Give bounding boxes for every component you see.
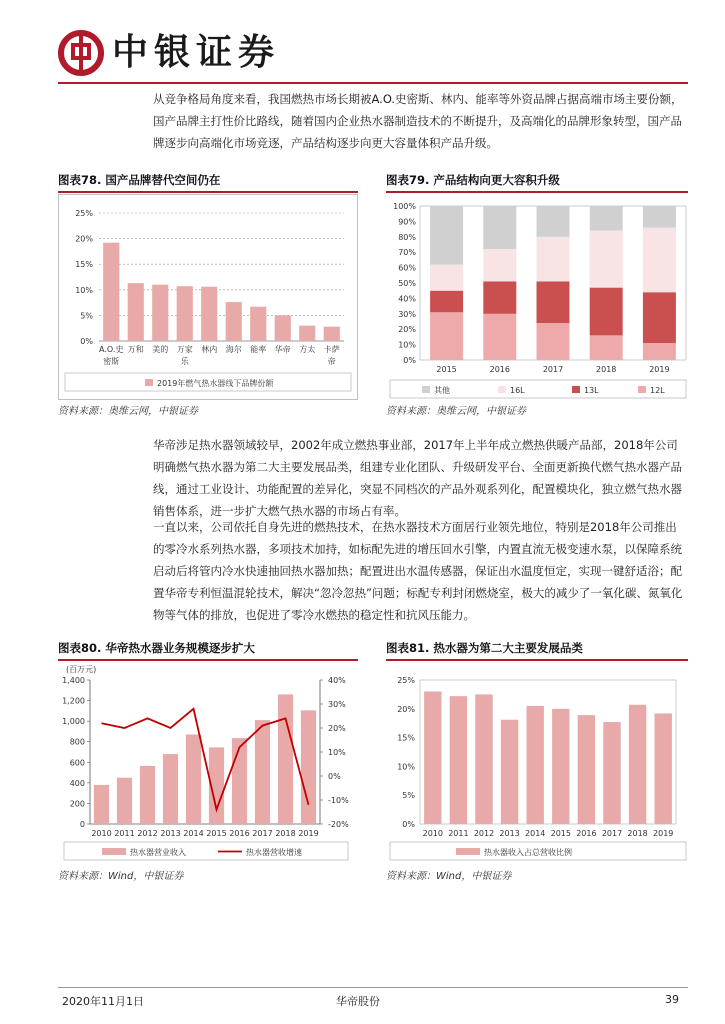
legend-label: 16L <box>510 386 525 395</box>
fig81-chart <box>386 662 688 866</box>
revenue-bar <box>232 738 247 824</box>
bar <box>275 315 291 341</box>
stacked-bar-segment <box>590 288 623 336</box>
y-right-tick-label: 0% <box>328 772 341 781</box>
x-tick-label: 2016 <box>229 829 250 838</box>
footer-company: 华帝股份 <box>336 995 380 1008</box>
fig78-source: 资料来源：奥维云网，中银证券 <box>58 406 198 417</box>
stacked-bar-segment <box>537 206 570 237</box>
x-tick-label: 2018 <box>627 829 648 838</box>
fig78-frame <box>58 194 358 400</box>
y-tick-label: 10% <box>398 340 416 350</box>
y-left-tick-label: 400 <box>69 778 85 788</box>
y-right-tick-label: 20% <box>328 724 346 733</box>
fig81-rule <box>386 659 688 661</box>
x-tick-label: 2014 <box>525 829 546 838</box>
y-tick-label: 90% <box>398 217 416 227</box>
x-tick-label: 2015 <box>206 829 227 838</box>
fig80-title: 图表80. 华帝热水器业务规模逐步扩大 <box>58 641 255 655</box>
y-tick-label: 25% <box>397 676 415 685</box>
legend-swatch-bar <box>102 848 126 855</box>
fig79-rule <box>386 191 688 193</box>
legend-label: 其他 <box>434 386 450 395</box>
bar <box>152 285 168 341</box>
stacked-bar-segment <box>643 292 676 343</box>
revenue-bar <box>301 710 316 824</box>
x-tick-label: 2013 <box>160 829 181 838</box>
y-tick-label: 10% <box>397 762 415 772</box>
y-tick-label: 20% <box>397 704 415 714</box>
x-tick-label: 2019 <box>649 365 670 374</box>
revenue-bar <box>186 735 201 824</box>
x-tick-label: 华帝 <box>274 345 291 354</box>
bar <box>128 283 144 341</box>
bank-logo <box>58 30 104 76</box>
y-tick-label: 20% <box>75 234 93 244</box>
x-tick-label: 海尔 <box>225 345 242 354</box>
footer-rule <box>58 987 688 988</box>
y-tick-label: 25% <box>75 209 93 218</box>
x-tick-label: 美的 <box>152 345 169 354</box>
stacked-bar-segment <box>537 323 570 360</box>
y-left-tick-label: 600 <box>69 758 85 768</box>
legend-label: 热水器营收增速 <box>246 848 302 857</box>
stacked-bar-segment <box>483 206 516 249</box>
y-tick-label: 50% <box>398 279 416 288</box>
x-tick-label: 2011 <box>114 829 135 838</box>
x-tick-label: 2010 <box>422 829 443 838</box>
x-tick-label: 2019 <box>298 829 319 838</box>
x-tick-label: 2014 <box>183 829 204 838</box>
fig79-frame <box>386 194 688 400</box>
x-tick-label: 2015 <box>550 829 571 838</box>
y-right-tick-label: -10% <box>328 796 349 805</box>
x-tick-label: 方太 <box>299 345 316 354</box>
stacked-bar-segment <box>483 314 516 360</box>
x-tick-label: 2018 <box>596 365 617 374</box>
y-tick-label: 5% <box>80 311 93 321</box>
paragraph-2: 华帝涉足热水器领域较早，2002年成立燃热事业部，2017年上半年成立燃热供暖产品部，2018年公司明确燃气热水器为第二大主要发展品类，组建专业化团队、升级研发平台、全面更新换代燃气热水器产品线，通过工业设计、功能配置的差异化，突显不同档次的产品外观系列化，配置模块化，独立燃气热水器销售体系，进一步扩大燃气热水器的市场占有率。 <box>153 438 682 518</box>
x-tick-label: 2016 <box>576 829 597 838</box>
stacked-bar-segment <box>483 281 516 313</box>
x-tick-label: A.O.史 <box>99 345 124 354</box>
fig78-title: 图表78. 国产品牌替代空间仍在 <box>58 173 221 187</box>
y-tick-label: 80% <box>398 232 416 242</box>
x-tick-label: 万和 <box>127 345 144 354</box>
fig78-rule <box>58 191 358 193</box>
x-tick-label: 2015 <box>436 365 457 374</box>
fig80-frame <box>58 662 358 866</box>
legend-label: 12L <box>650 386 665 395</box>
bar <box>324 327 340 341</box>
revenue-bar <box>140 766 155 824</box>
revenue-bar <box>117 778 132 824</box>
stacked-bar-segment <box>537 237 570 282</box>
stacked-bar-segment <box>590 335 623 360</box>
bar <box>629 705 646 824</box>
bar <box>552 709 569 824</box>
y-tick-label: 60% <box>398 263 416 273</box>
bar <box>201 287 217 341</box>
x-tick-label: 林内 <box>201 345 218 354</box>
revenue-bar <box>163 754 178 824</box>
stacked-bar-segment <box>483 249 516 281</box>
x-tick-label: 万家 <box>176 345 193 354</box>
stacked-bar-segment <box>643 343 676 360</box>
stacked-bar-segment <box>430 265 463 291</box>
legend-swatch <box>422 386 430 393</box>
bar <box>424 692 441 824</box>
fig81-frame <box>386 662 688 866</box>
x-tick-label: 2019 <box>653 829 674 838</box>
y-tick-label: 20% <box>398 325 416 335</box>
legend-swatch <box>456 848 480 855</box>
revenue-bar <box>278 694 293 824</box>
bar <box>250 307 266 341</box>
y-left-tick-label: 200 <box>69 799 85 809</box>
stacked-bar-segment <box>643 206 676 228</box>
stacked-bar-segment <box>643 228 676 293</box>
y-left-tick-label: 1,400 <box>62 676 85 685</box>
x-tick-label: 密斯 <box>103 357 120 366</box>
y-tick-label: 100% <box>393 202 416 211</box>
y-tick-label: 0% <box>402 820 415 829</box>
stacked-bar-segment <box>590 231 623 288</box>
x-tick-label: 2016 <box>489 365 510 374</box>
legend-label: 热水器收入占总营收比例 <box>484 848 572 857</box>
intro-paragraph: 从竞争格局角度来看，我国燃热市场长期被A.O.史密斯、林内、能率等外资品牌占据高端市场主要份额，国产品牌主打性价比路线，随着国内企业热水器制造技术的不断提升，及高端化的品牌形象转型，国产品牌逐步向高端化市场竞逐，产品结构逐步向更大容量体积产品升级。 <box>153 92 683 150</box>
y-right-tick-label: -20% <box>328 820 349 829</box>
x-tick-label: 帝 <box>327 357 336 366</box>
bar <box>526 706 543 824</box>
legend-swatch <box>638 386 646 393</box>
y-tick-label: 40% <box>398 294 416 304</box>
y-left-tick-label: 1,000 <box>62 717 85 727</box>
y-left-tick-label: 800 <box>69 737 85 747</box>
fig80-chart <box>58 662 358 866</box>
bar <box>299 326 315 341</box>
x-tick-label: 2011 <box>448 829 469 838</box>
bar <box>654 713 671 824</box>
bar <box>450 696 467 824</box>
bar <box>103 243 119 341</box>
x-tick-label: 2018 <box>275 829 296 838</box>
stacked-bar-segment <box>430 206 463 265</box>
x-tick-label: 乐 <box>180 357 189 366</box>
x-tick-label: 2017 <box>542 365 564 374</box>
fig80-source: 资料来源：Wind，中银证券 <box>58 871 184 882</box>
bar <box>578 715 595 824</box>
y-tick-label: 0% <box>80 337 93 346</box>
bar <box>226 302 242 341</box>
y-tick-label: 30% <box>398 309 416 319</box>
x-tick-label: 2012 <box>137 829 158 838</box>
x-tick-label: 2017 <box>252 829 273 838</box>
fig79-source: 资料来源：奥维云网，中银证券 <box>386 406 526 417</box>
x-tick-label: 2012 <box>473 829 495 838</box>
stacked-bar-segment <box>590 206 623 231</box>
revenue-bar <box>94 785 109 824</box>
page-number: 39 <box>665 993 679 1006</box>
y-tick-label: 0% <box>403 356 416 365</box>
brand-name: 中银证券 <box>112 31 281 73</box>
x-tick-label: 能率 <box>250 345 267 354</box>
paragraph-3: 一直以来，公司依托自身先进的燃热技术，在热水器技术方面居行业领先地位，特别是2018年公司推出的零冷水系列热水器，多项技术加持，如标配先进的增压回水引擎，内置直流无极变速水泵，以保障系统启动后将管内冷水快速抽回热水器加热；配置进出水温传感器，保证出水温度恒定，实现一键舒适浴；配置华帝专利恒温混轮技术，解决“忽冷忽热”问题；标配专利封闭燃烧室，极大的减少了一氧化碳、氮氧化物等气体的排放，也促进了零冷水燃热的稳定性和抗风压能力。 <box>153 520 683 622</box>
header-rule <box>58 82 688 84</box>
x-tick-label: 卡萨 <box>323 345 340 354</box>
revenue-bar <box>255 720 270 824</box>
bar <box>603 722 620 824</box>
y-left-tick-label: 0 <box>79 820 85 829</box>
bar <box>475 694 492 824</box>
fig81-source: 资料来源：Wind，中银证券 <box>386 871 512 882</box>
stacked-bar-segment <box>430 291 463 313</box>
y-tick-label: 5% <box>402 791 415 801</box>
legend-label: 13L <box>584 386 599 395</box>
growth-line <box>102 709 309 810</box>
stacked-bar-segment <box>430 312 463 360</box>
y-right-tick-label: 10% <box>328 748 346 757</box>
fig80-rule <box>58 659 358 661</box>
y-tick-label: 15% <box>75 260 93 270</box>
fig79-chart <box>386 194 688 400</box>
x-tick-label: 2017 <box>601 829 623 838</box>
fig79-title: 图表79. 产品结构向更大容积升级 <box>386 173 560 187</box>
y-tick-label: 70% <box>398 248 416 258</box>
x-tick-label: 2010 <box>91 829 112 838</box>
y-tick-label: 15% <box>397 733 415 743</box>
fig78-chart <box>59 195 357 399</box>
footer-date: 2020年11月1日 <box>62 995 144 1008</box>
bar <box>501 720 518 824</box>
y-right-tick-label: 30% <box>328 700 346 709</box>
y-left-tick-label: 1,200 <box>62 696 85 706</box>
bar <box>177 286 193 341</box>
fig81-title: 图表81. 热水器为第二大主要发展品类 <box>386 641 583 655</box>
y-tick-label: 10% <box>75 285 93 295</box>
legend-label: 2019年燃气热水器线下品牌份额 <box>157 379 274 388</box>
unit-label: (百万元) <box>66 665 97 674</box>
legend-swatch <box>498 386 506 393</box>
legend-swatch <box>572 386 580 393</box>
x-tick-label: 2013 <box>499 829 520 838</box>
legend-swatch <box>145 379 153 386</box>
legend-label: 热水器营业收入 <box>130 848 186 857</box>
stacked-bar-segment <box>537 281 570 323</box>
y-right-tick-label: 40% <box>328 676 346 685</box>
